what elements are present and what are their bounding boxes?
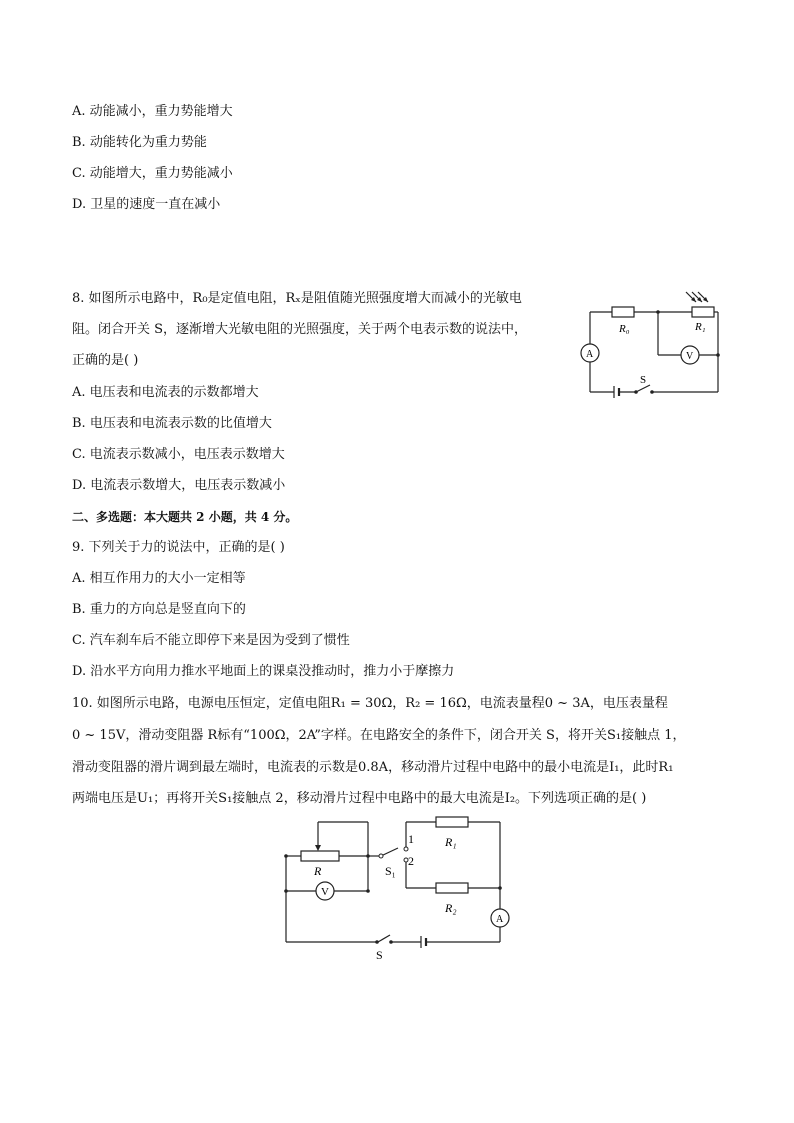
q8-label-r1: R₁ [695, 321, 706, 333]
q10-stem-line4: 两端电压是U₁；再将开关S₁接触点 2，移动滑片过程中电路中的最大电流是I₂。下列选项正确的是( ) [72, 791, 647, 806]
q8-label-voltmeter: V [686, 351, 694, 362]
q10-stem-line1: 10. 如图所示电路，电源电压恒定，定值电阻R₁ = 30Ω，R₂ = 16Ω，电流表量程0 ~ 3A，电压表量程 [72, 696, 668, 711]
q10-label-contact1: 1 [408, 832, 414, 846]
q10-label-switch: S [376, 948, 383, 962]
q9-option-d: D. 沿水平方向用力推水平地面上的课桌没推动时，推力小于摩擦力 [72, 664, 455, 679]
q8-stem-line3: 正确的是( ) [72, 353, 139, 368]
q8-option-a: A. 电压表和电流表的示数都增大 [72, 385, 259, 400]
q7-option-d: D. 卫星的速度一直在减小 [72, 197, 221, 212]
q8-r1-resistor [692, 307, 714, 317]
q10-r1-resistor [436, 817, 468, 827]
q10-stem-line3: 滑动变阻器的滑片调到最左端时，电流表的示数是0.8A，移动滑片过程中电路中的最小电流是I₁，此时R₁ [72, 760, 674, 775]
q8-option-d: D. 电流表示数增大，电压表示数减小 [72, 478, 286, 493]
q8-label-ammeter: A [586, 349, 594, 360]
q10-label-r1: R₁ [445, 835, 457, 849]
q10-label-contact2: 2 [408, 854, 414, 868]
q9-option-b: B. 重力的方向总是竖直向下的 [72, 602, 246, 617]
q10-circuit-diagram [278, 815, 518, 965]
q10-stem-line2: 0 ~ 15V，滑动变阻器 R标有“100Ω，2A”字样。在电路安全的条件下，闭合开关 S，将开关S₁接触点 1， [72, 728, 686, 743]
q8-option-c: C. 电流表示数减小，电压表示数增大 [72, 447, 285, 462]
q7-option-b: B. 动能转化为重力势能 [72, 135, 207, 150]
q10-label-ammeter: A [496, 914, 504, 925]
q8-option-b: B. 电压表和电流表示数的比值增大 [72, 416, 272, 431]
q8-r0-resistor [612, 307, 634, 317]
q10-label-voltmeter: V [321, 886, 329, 898]
q8-circuit-diagram [578, 288, 728, 403]
section2-heading: 二、多选题：本大题共 2 小题，共 4 分。 [72, 510, 298, 524]
q9-stem: 9. 下列关于力的说法中，正确的是( ) [72, 540, 285, 555]
q8-label-r0: R₀ [619, 323, 630, 335]
q8-label-switch: S [640, 374, 647, 386]
q9-option-c: C. 汽车刹车后不能立即停下来是因为受到了惯性 [72, 633, 350, 648]
q9-option-a: A. 相互作用力的大小一定相等 [72, 571, 246, 586]
q10-rheostat [301, 851, 339, 861]
q8-stem-line1: 8. 如图所示电路中，R₀是定值电阻，Rₓ是阻值随光照强度增大而减小的光敏电 [72, 291, 522, 306]
q8-stem-line2: 阻。闭合开关 S，逐渐增大光敏电阻的光照强度，关于两个电表示数的说法中， [72, 322, 528, 337]
q10-label-r: R [314, 864, 322, 878]
q10-label-r2: R₂ [445, 901, 457, 915]
q10-r2-resistor [436, 883, 468, 893]
q10-label-s1: S₁ [385, 864, 396, 878]
q7-option-c: C. 动能增大，重力势能减小 [72, 166, 233, 181]
q7-option-a: A. 动能减小，重力势能增大 [72, 104, 233, 119]
